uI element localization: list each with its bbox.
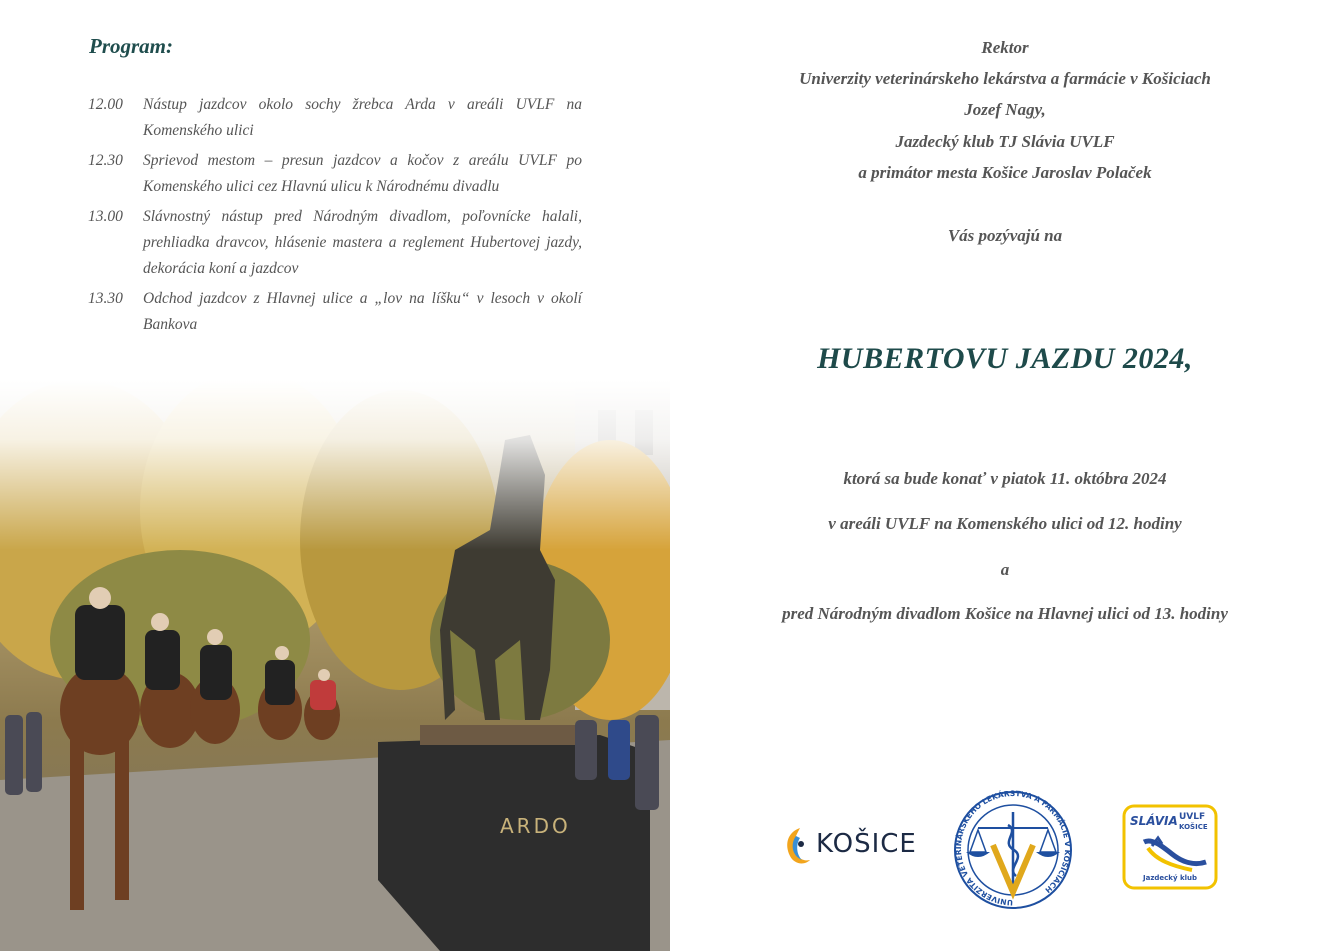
event-headline: HUBERTOVU JAZDU 2024, [817, 342, 1193, 375]
photo-fade [0, 380, 670, 550]
slavia-logo-title: SLÁVIA [1130, 814, 1178, 828]
slavia-logo-kosice: KOŠICE [1179, 823, 1208, 831]
invitation-line: Univerzity veterinárskeho lekárstva a farmácie v Košiciach [799, 69, 1211, 88]
program-title: Program: [89, 34, 173, 58]
program-list [88, 92, 582, 342]
kosice-logo [782, 822, 922, 870]
program-text: Odchod jazdcov z Hlavnej ulice a „lov na líšku“ v lesoch v okolí Bankova [143, 290, 582, 333]
slavia-logo-uvlf: UVLF [1179, 812, 1206, 822]
uvlf-seal-ring-text: UNIVERZITA VETERINÁRSKEHO LEKÁRSTVA A FARMÁCIE V KOŠICIACH [954, 790, 1073, 908]
kosice-logo-text: KOŠICE [816, 829, 917, 859]
invitation-line: Jozef Nagy, [964, 100, 1046, 119]
kosice-swirl-icon [782, 822, 816, 870]
event-detail: ktorá sa bude konať v piatok 11. októbra 2024 [843, 469, 1167, 488]
program-text: Sprievod mestom – presun jazdcov a kočov z areálu UVLF po Komenského ulici cez Hlavnú ulicu k Národnému divadlu [143, 152, 582, 195]
program-item [88, 92, 582, 144]
program-time: 13.30 [88, 290, 123, 307]
statue-plaque: ARDO [500, 814, 571, 838]
event-photo [0, 380, 670, 951]
event-detail: v areáli UVLF na Komenského ulici od 12. hodiny [828, 514, 1182, 533]
invitation-page [670, 0, 1340, 951]
uvlf-seal-logo [948, 790, 1078, 910]
program-item [88, 286, 582, 338]
slavia-logo-subtitle: Jazdecký klub [1142, 874, 1197, 882]
event-detail: pred Národným divadlom Košice na Hlavnej ulici od 13. hodiny [782, 604, 1228, 623]
event-detail: a [1000, 560, 1010, 579]
program-item [88, 204, 582, 282]
invitation-line: Rektor [981, 38, 1029, 57]
program-time: 13.00 [88, 208, 123, 225]
invitation-line: Jazdecký klub TJ Slávia UVLF [895, 132, 1115, 151]
invitation-invite: Vás pozývajú na [947, 226, 1063, 245]
program-item [88, 148, 582, 200]
slavia-logo [1122, 804, 1218, 890]
uvlf-seal-icon [948, 790, 1078, 910]
invitation-line: a primátor mesta Košice Jaroslav Polaček [858, 163, 1152, 182]
program-text: Slávnostný nástup pred Národným divadlom, poľovnícke halali, prehliadka dravcov, hlásenie mastera a reglement Hubertovej jazdy, dekorácia koní a jazdcov [143, 208, 582, 277]
program-time: 12.00 [88, 96, 123, 113]
program-time: 12.30 [88, 152, 123, 169]
program-text: Nástup jazdcov okolo sochy žrebca Arda v areáli UVLF na Komenského ulici [143, 96, 582, 139]
